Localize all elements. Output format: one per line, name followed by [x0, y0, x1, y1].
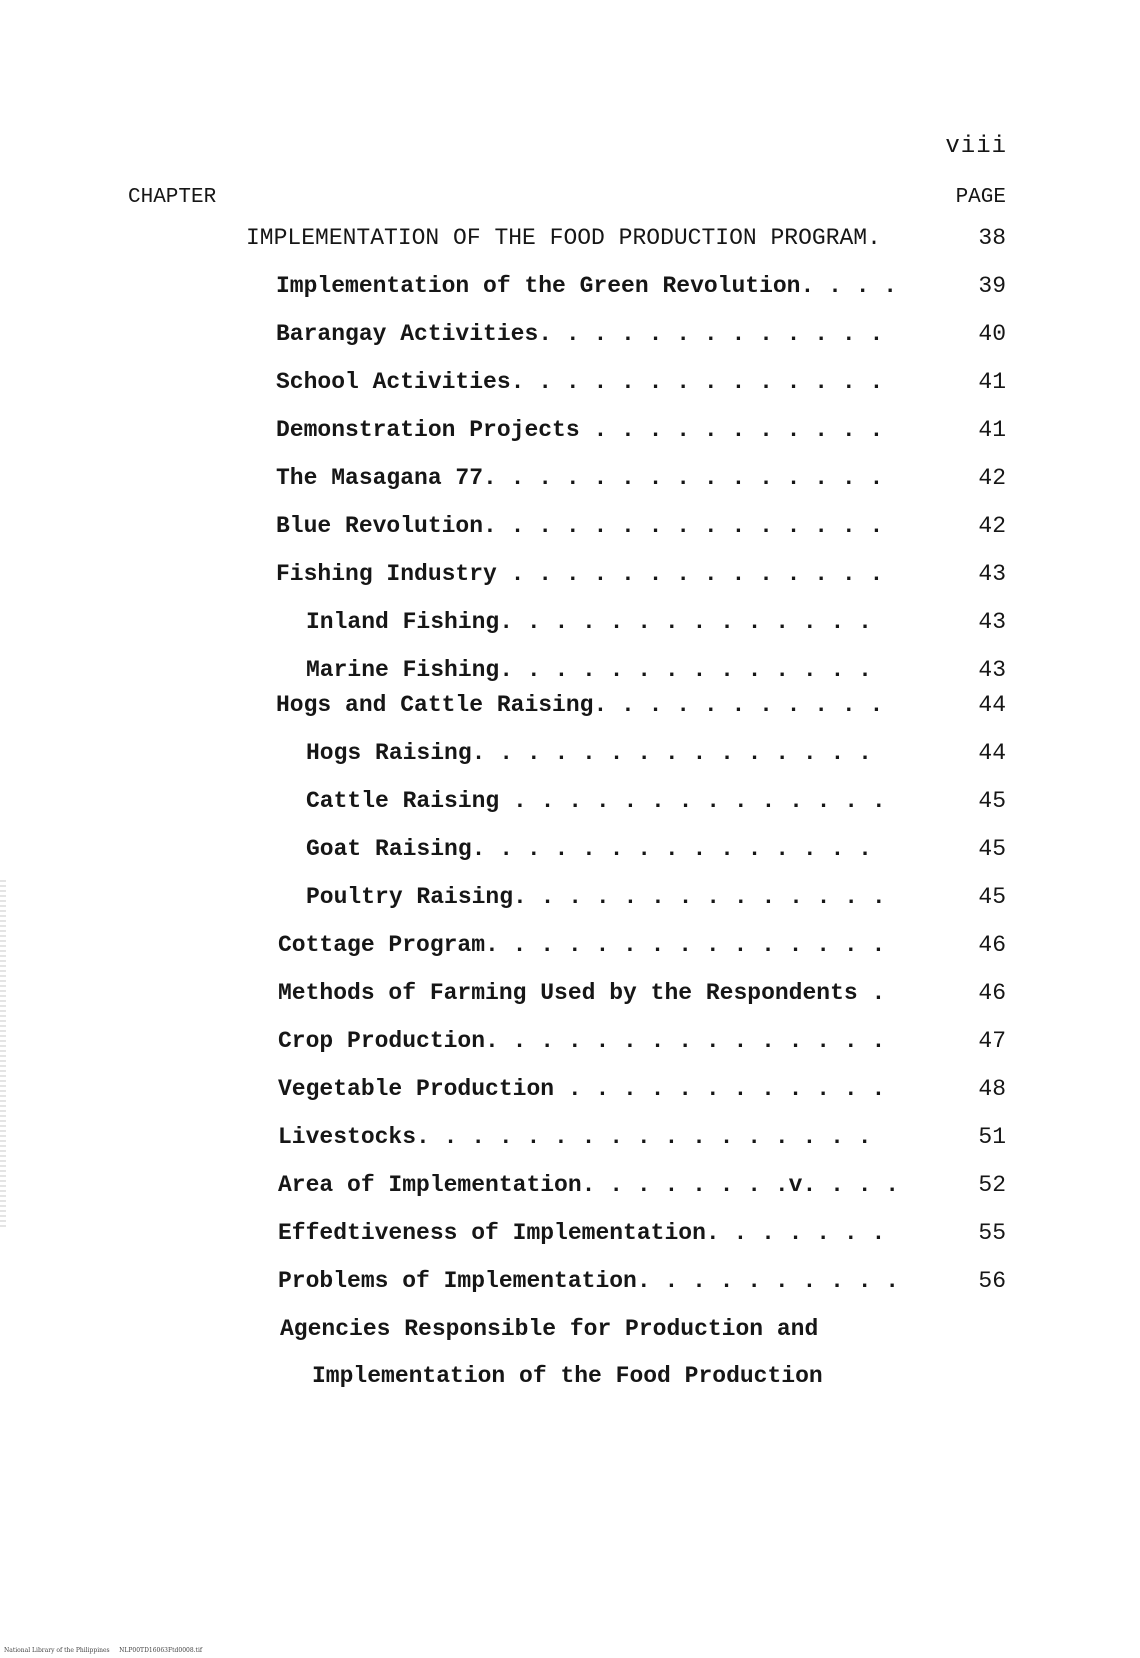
toc-entry-title: Effedtiveness of Implementation. . . . . . .: [278, 1220, 886, 1246]
toc-entry-page: 45: [978, 788, 1006, 814]
toc-entry-page: 47: [978, 1028, 1006, 1054]
toc-entry-title: The Masagana 77. . . . . . . . . . . . . . .: [276, 465, 884, 491]
toc-entry-title: Cattle Raising . . . . . . . . . . . . . .: [306, 788, 886, 814]
toc-entry-page: 39: [978, 273, 1006, 299]
toc-entry-title: Goat Raising. . . . . . . . . . . . . . .: [306, 836, 872, 862]
toc-entry-title: Problems of Implementation. . . . . . . . . .: [278, 1268, 900, 1294]
toc-entry-title: Fishing Industry . . . . . . . . . . . . . .: [276, 561, 884, 587]
toc-entry-page: 42: [978, 513, 1006, 539]
toc-entry-page: 46: [978, 932, 1006, 958]
toc-entry-title: Hogs Raising. . . . . . . . . . . . . . .: [306, 740, 872, 766]
toc-entry-title: School Activities. . . . . . . . . . . . . .: [276, 369, 884, 395]
toc-entry-title: Inland Fishing. . . . . . . . . . . . . .: [306, 609, 872, 635]
toc-entry-page: 45: [978, 884, 1006, 910]
toc-entry-page: 51: [978, 1124, 1006, 1150]
toc-entry-page: 44: [978, 692, 1006, 718]
toc-entry-page: 55: [978, 1220, 1006, 1246]
toc-entry-page: 41: [978, 417, 1006, 443]
toc-entry-title: Barangay Activities. . . . . . . . . . . . .: [276, 321, 884, 347]
scan-edge-artifact: [0, 880, 6, 1230]
toc-entry-title: Demonstration Projects . . . . . . . . . . .: [276, 417, 884, 443]
toc-entry-page: 40: [978, 321, 1006, 347]
toc-entry-title: Area of Implementation. . . . . . . .v. . . .: [278, 1172, 900, 1198]
toc-entry-page: 48: [978, 1076, 1006, 1102]
page-number: viii: [945, 133, 1007, 160]
toc-entry-page: 42: [978, 465, 1006, 491]
toc-entry-title: Cottage Program. . . . . . . . . . . . . . .: [278, 932, 886, 958]
toc-entry-page: 45: [978, 836, 1006, 862]
toc-entry-title: Livestocks. . . . . . . . . . . . . . . . .: [278, 1124, 872, 1150]
toc-entry-page: 46: [978, 980, 1006, 1006]
toc-entry-page: 43: [978, 609, 1006, 635]
toc-entry-title: Blue Revolution. . . . . . . . . . . . . . .: [276, 513, 884, 539]
toc-entry-title: Methods of Farming Used by the Respondents .: [278, 980, 886, 1006]
toc-entry-title: Hogs and Cattle Raising. . . . . . . . . . .: [276, 692, 884, 718]
toc-entry-page: 56: [978, 1268, 1006, 1294]
page-column-header: PAGE: [955, 186, 1006, 209]
toc-entry-page: 43: [978, 561, 1006, 587]
toc-entry-page: 44: [978, 740, 1006, 766]
toc-entry-title: Vegetable Production . . . . . . . . . . . .: [278, 1076, 886, 1102]
scan-footer-caption: National Library of the Philippines NLP00TD16063Ftd0008.tif: [4, 1647, 203, 1654]
toc-entry-title: Implementation of the Green Revolution. . . .: [276, 273, 898, 299]
toc-entry-title: Marine Fishing. . . . . . . . . . . . . .: [306, 657, 872, 683]
toc-entry-title: Agencies Responsible for Production and: [280, 1316, 819, 1342]
toc-entry-title: Crop Production. . . . . . . . . . . . . . .: [278, 1028, 886, 1054]
chapter-column-header: CHAPTER: [128, 186, 217, 209]
toc-entry-page: 52: [978, 1172, 1006, 1198]
toc-entry-continuation: Implementation of the Food Production: [312, 1363, 823, 1389]
toc-entry-page: 38: [978, 225, 1006, 251]
toc-entry-title: IMPLEMENTATION OF THE FOOD PRODUCTION PROGRAM.: [246, 225, 881, 251]
toc-entry-page: 41: [978, 369, 1006, 395]
toc-entry-title: Poultry Raising. . . . . . . . . . . . . .: [306, 884, 886, 910]
toc-entry-page: 43: [978, 657, 1006, 683]
